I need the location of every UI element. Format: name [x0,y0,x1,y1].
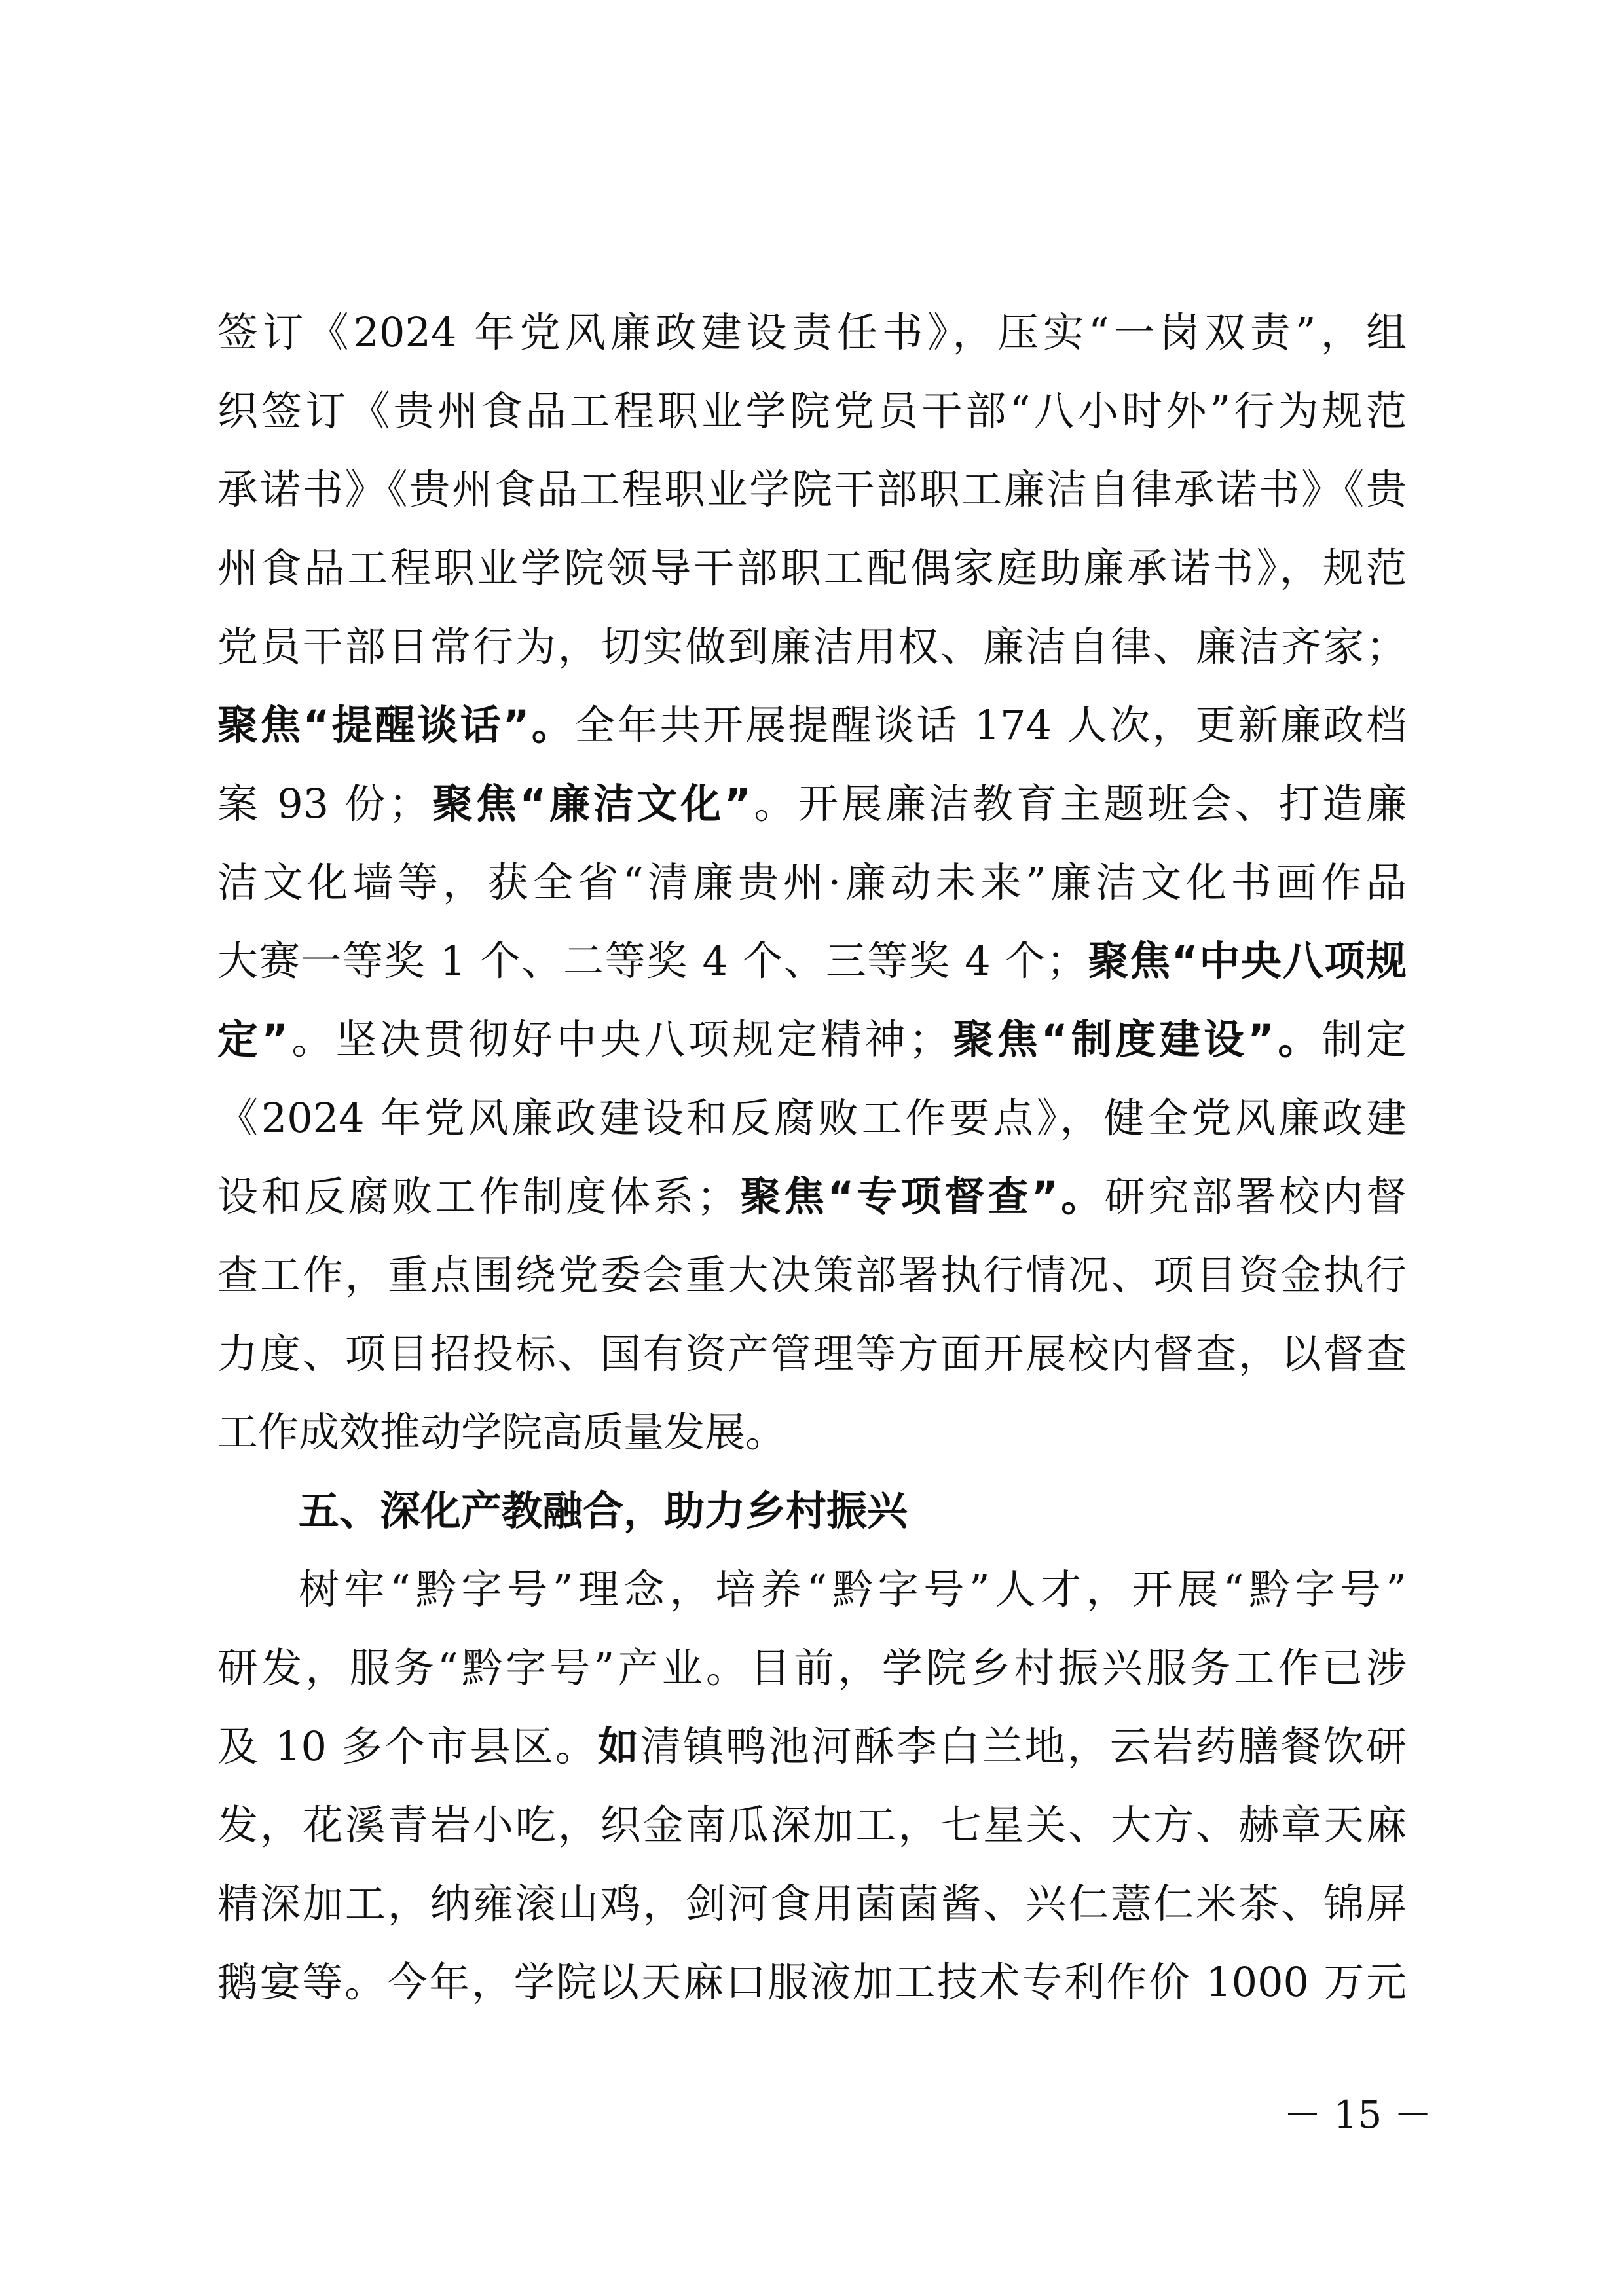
bold-phrase: 聚焦“制度建设”。 [949,1015,1322,1063]
text-line-15: 工作成效推动学院高质量发展。 [217,1408,786,1456]
text-line-8: 洁文化墙等，获全省“清廉贵州·廉动未来”廉洁文化书画作品 [217,858,1407,906]
bold-phrase: 聚焦“中央八项规 [1086,937,1407,985]
text-line-11: 《2024 年党风廉政建设和反腐败工作要点》，健全党风廉政建 [217,1094,1407,1142]
section-heading: 五、深化产教融合，助力乡村振兴 [299,1487,908,1535]
bold-phrase: 聚焦“廉洁文化” [429,780,751,828]
text-line-17: 树牢“黔字号”理念，培养“黔字号”人才，开展“黔字号” [299,1565,1407,1613]
bold-phrase: 定” [217,1015,289,1063]
text-line-6: 聚焦“提醒谈话”。全年共开展提醒谈话 174 人次，更新廉政档 [217,701,1407,749]
text-line-9: 大赛一等奖 1 个、二等奖 4 个、三等奖 4 个；聚焦“中央八项规 [217,937,1407,985]
text-line-22: 鹅宴等。今年，学院以天麻口服液加工技术专利作价 1000 万元 [217,1958,1407,2006]
text-line-19: 及 10 多个市县区。如清镇鸭池河酥李白兰地，云岩药膳餐饮研 [217,1722,1407,1770]
text-line-12: 设和反腐败工作制度体系；聚焦“专项督查”。研究部署校内督 [217,1173,1407,1220]
bold-phrase: 聚焦“提醒谈话”。 [217,701,575,749]
text-line-2: 织签订《贵州食品工程职业学院党员干部“八小时外”行为规范 [217,387,1407,435]
text-line-13: 查工作，重点围绕党委会重大决策部署执行情况、项目资金执行 [217,1251,1407,1299]
bold-phrase: 如 [597,1722,641,1770]
text-line-1: 签订《2024 年党风廉政建设责任书》，压实“一岗双责”，组 [217,308,1407,356]
page-number: － 15 － [1283,2092,1432,2137]
text-line-14: 力度、项目招投标、国有资产管理等方面开展校内督查，以督查 [217,1330,1407,1377]
text-line-10: 定”。坚决贯彻好中央八项规定精神；聚焦“制度建设”。制定 [217,1015,1407,1063]
text-line-5: 党员干部日常行为，切实做到廉洁用权、廉洁自律、廉洁齐家； [217,623,1407,670]
text-line-21: 精深加工，纳雍滚山鸡，剑河食用菌菌酱、兴仁薏仁米茶、锦屏 [217,1880,1407,1927]
text-line-3: 承诺书》《贵州食品工程职业学院干部职工廉洁自律承诺书》《贵 [217,465,1407,513]
text-line-20: 发，花溪青岩小吃，织金南瓜深加工，七星关、大方、赫章天麻 [217,1801,1407,1849]
text-line-7: 案 93 份；聚焦“廉洁文化”。开展廉洁教育主题班会、打造廉 [217,780,1407,828]
text-line-18: 研发，服务“黔字号”产业。目前，学院乡村振兴服务工作已涉 [217,1644,1407,1692]
text-line-4: 州食品工程职业学院领导干部职工配偶家庭助廉承诺书》，规范 [217,544,1407,592]
bold-phrase: 聚焦“专项督查”。 [737,1173,1105,1220]
